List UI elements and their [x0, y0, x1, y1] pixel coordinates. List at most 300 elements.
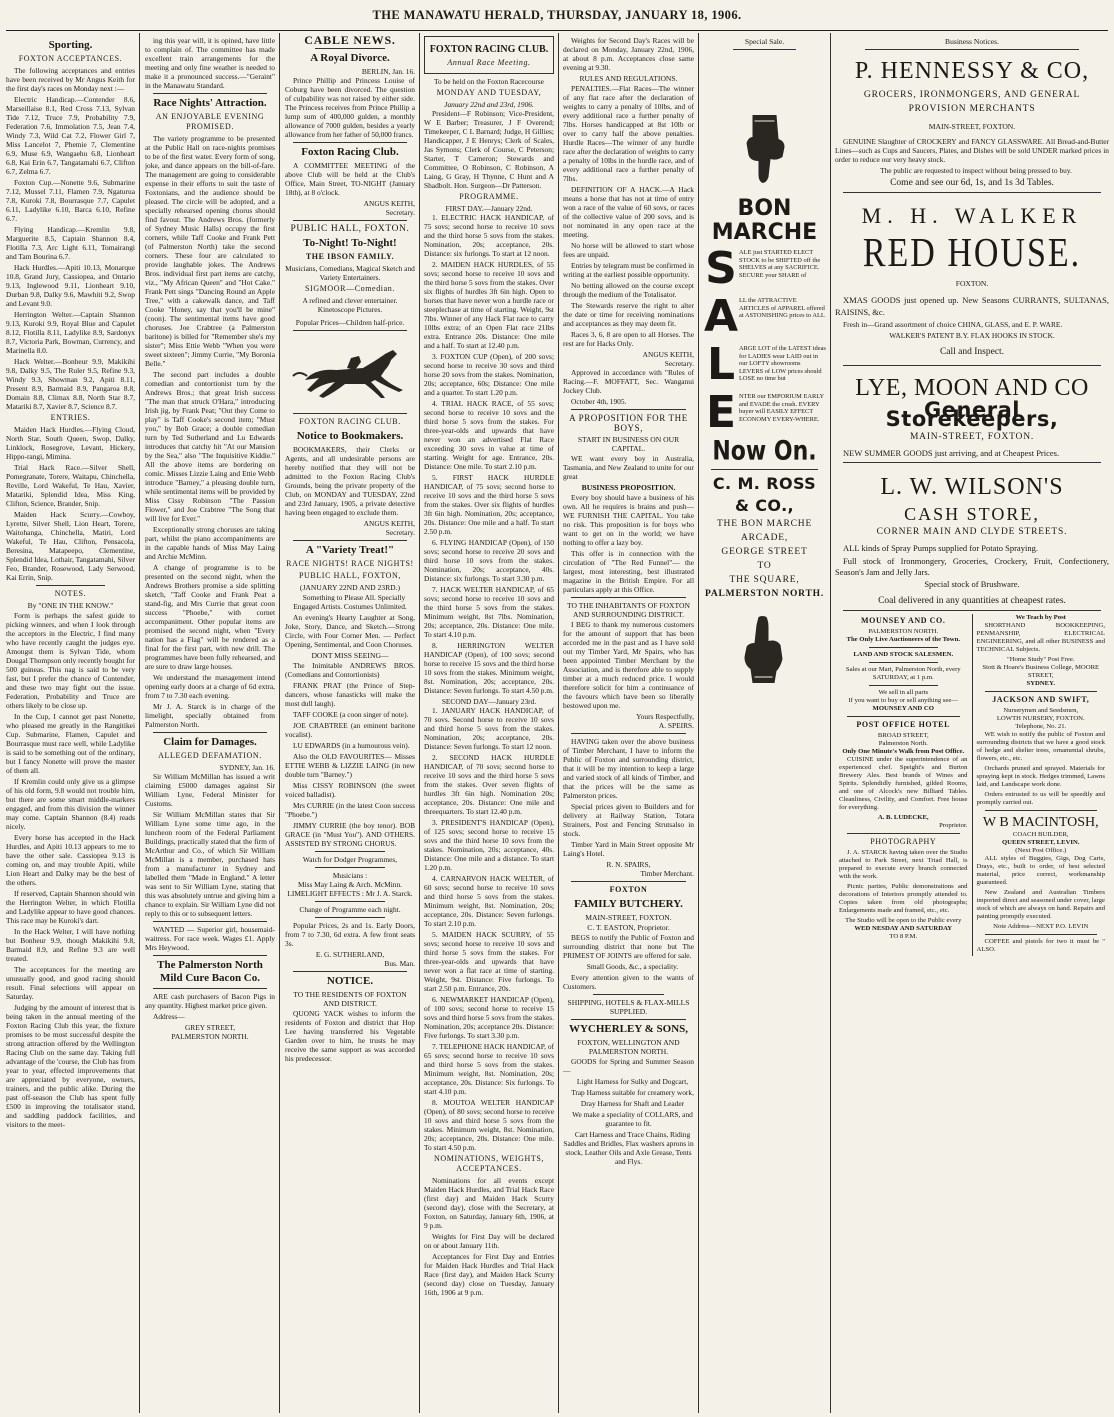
ad-title: MARCHE [711, 220, 818, 245]
column-race-programme [424, 36, 554, 1413]
paragraph: Sales at our Mart, Palmerston North, every [845, 666, 961, 673]
paragraph: An evening's Hearty Laughter at Song, Joke, Story, Dance, and Sketch.—Strong Circle, with Four Corner Men. — Perfect Opening, Sentimental, and Coon Choruses. [285, 613, 415, 649]
subheading: SIGMOOR—Comedian. [305, 284, 395, 293]
paragraph: LU EDWARDS (in a humourous vein). [293, 741, 410, 750]
column-special-sale [703, 36, 826, 1413]
race-item: 7. HACK WELTER HANDICAP, of 65 sovs; second horse to receive 10 sovs and the third horse 5 sovs from the stakes. Minimum weight, 8st 7lbs. Nomination, 20s; acceptance, 20s. Distance: One mile. To start 4.10 p.m. [424, 585, 554, 639]
subheading: ALLEGED DEFAMATION. [158, 751, 262, 760]
paragraph: To be held on the Foxton Racecourse [434, 77, 544, 86]
signature: E. G. SUTHERLAND, [315, 950, 385, 959]
divider [869, 662, 938, 663]
paragraph: TAFF COOKE (a coon singer of note). [293, 710, 409, 719]
subheading: FOXTON [609, 885, 648, 894]
subheading: MONDAY AND TUESDAY, [436, 88, 542, 97]
paragraph: A COMMITTEE MEETING of the above Club will be held at the Club's Office, Main Street, TO-NIGHT (January 18th), at 8 o'clock. [285, 161, 415, 197]
address-line: GEORGE STREET [721, 547, 808, 557]
divider [293, 220, 407, 221]
paragraph: SATURDAY, at 1 p.m. [872, 674, 934, 681]
paragraph: This offer is in connection with the circulation of "The Red Funnel"— the largest, most interesting, best illustrated magazine in the British Empire. For all particulars apply at this Office. [563, 549, 694, 594]
paragraph: Orders entrusted to us will be speedily and promptly carried out. [976, 791, 1105, 806]
paragraph: Hack Welter.—Bonheur 9.9, Makikihi 9.8, Dalky 9.5, The Ruler 9.5, Refine 9.3, Windy 9.3, Showman 9.2, Apiti 8.11, Present 8.9, Barmaid 8.9, Pangaroa 8.8, Domain 8.8, Climax 8.8, North Star 8.7, Matariki 8.7, Xavier 8.7, Science 8.7. [6, 357, 135, 411]
paragraph: Every horse has accepted in the Hack Hurdles, and Apiti 10.13 appears to me to have the other sale. Cassiopea 9.13 is coming on, and may trouble Apiti, while Lion Heart and Dalky may be the best of the others. [6, 833, 135, 887]
paragraph: A change of programme is to be presented on the second night, when the Andrews Brothers promise a side splitting sketch, "Taff Cooke and Frank Peat a stand-fig, and Mrs Currie that great coon success "Phoebe," with cornet accompaniment. Other popular items are promised the second night, when "Every nation has a Flag" will be rendered as a final for the first part, with new drill. The programmes have been fully rehearsed, and are sure to draw large houses. [145, 563, 275, 671]
paragraph: Popular Prices—Children half-price. [295, 318, 405, 327]
pointing-hand-up-icon [703, 615, 826, 685]
paragraph: Nominations for all events except Maiden Hack Hurdles, and Trial Hack Race (first day) and Maiden Hack Scurry (second day), close with the Secretary, at Foxton, on Saturday, January 6th, 1906, at 9 p.m. [424, 1176, 554, 1230]
paragraph: The acceptances for the meeting are unusually good, and good racing should result. Final selections will appear on Saturday. [6, 965, 135, 1001]
paragraph: TO 8 P.M. [889, 933, 918, 940]
column-race-nights [145, 36, 275, 1413]
paragraph: COACH BUILDER, [1012, 831, 1069, 838]
paragraph: HAVING taken over the above business of Timber Merchant, I have to inform the Public of Foxton and surrounding district, that it will be my intention to keep a large and varied stock of all kinds of Timber, and that the prices will be the same as Palmerston prices. [563, 737, 694, 800]
dates: (JANUARY 22ND AND 23RD.) [299, 583, 401, 592]
paragraph: Fresh in—Grand assortment of choice CHINA, GLASS, and E. P. WARE. [843, 320, 1063, 329]
column-rule [139, 33, 140, 1413]
paragraph: ALL kinds of Spray Pumps supplied for Potato Spraying. [843, 543, 1038, 553]
paragraph: WE want every boy in Australia, Tasmania, and New Zealand to unite for our great [563, 454, 694, 481]
divider [315, 851, 385, 852]
divider [733, 49, 796, 50]
sale-text: LL the ATTRACTIVE ARTICLES of APPAREL offered at ASTONISHING prices to ALL [739, 297, 825, 320]
race-item: 4. TRIAL HACK RACE, of 55 sovs; second horse to receive 10 sovs and the third horse 5 sovs from the stakes. For three-year-olds and upwards that have never won an advertised Flat Race exceeding 30 sovs in value at time of starting. Weight for age. Entrance, 20s. Distance: One mile. To start 2.10 p.m. [424, 399, 554, 471]
address-line: BROAD STREET, [877, 732, 929, 739]
paragraph: Miss May Laing & Arch. McMinn. LIMELIGHT EFFECTS : Mr J. A. Starck. [287, 880, 413, 898]
divider [153, 921, 267, 922]
paragraph: President—F Robinson; Vice-President, W E Barber; Treasurer, J F Overend; Timekeeper, C L Barnard; Judge, H Gillies; Handicapper, J E Henrys; Clerk of Scales, Jas Symons; Clerk of Course, C Peterson; Starter, T Cameron; Stewards and Committee, O Robinson, C Robinson, A Laing, G Gray, H Thynne, C Hunt and A Shadbolt. Hon. Surgeon—Dr Patterson. [424, 109, 554, 190]
paragraph: Special prices given to Builders and for delivery at Railway Station, Totara Strainers, Post and Fencing Strutsalso in stock. [563, 802, 694, 838]
subheading: FOXTON RACING CLUB. [299, 417, 401, 426]
signature-title: Secretary. [385, 208, 415, 217]
divider [847, 716, 960, 717]
paragraph: The Stewards reserve the right to alter the date or time for receiving nominations and acceptances as they may deem fit. [563, 301, 694, 328]
paragraph: MOUNSEY AND CO [872, 705, 934, 712]
paragraph: Herrington Welter.—Captain Shannon 9.13, Kuroki 9.9, Royal Blue and Capulet 8.12, Flotilla 8.11, Ladylike 8.9, Sardonyx 8.7, Victoria Park, Bowman, Currency, and Marinella 8.0. [6, 310, 135, 355]
paragraph: Prince Phillip and Princess Louise of Coburg have been divorced. The question of culpability was not raised by either side. The Princess receives from Prince Phillip a lump sum of 400,000 gulden, a monthly allowance of 7000 gulden, besides a yearly allowance from her father of 50,000 francs. [285, 76, 415, 139]
subheading: NOTES. [54, 589, 87, 598]
paragraph: New Zealand and Australian Timbers imported direct and seasoned under cover, large stock of which are always on hand. Repairs and painting promptly executed. [976, 889, 1105, 920]
section-heading: FOXTON RACING CLUB. [429, 44, 549, 55]
race-item: 5. MAIDEN HACK SCURRY, of 55 sovs; second horse to receive 10 sovs and third horse 5 sovs from the stakes. For three-year-olds and upwards that have never won a flat race at time of starting. Weight, 9st. Distance: Five furlongs. To start 2.50 p.m. Entrance, 20s. [424, 930, 554, 993]
paragraph: JIMMY CURRIE (the boy tenor). BOB GRACE (in "Must You"). AND OTHERS. ASSISTED BY STRONG CHORUS. [285, 821, 415, 848]
address-line: THE BON MARCHE ARCADE, [716, 519, 813, 543]
address-line: LOWTH NURSERY, FOXTON. [996, 715, 1085, 722]
paragraph: Maiden Hack Hurdles.—Flying Cloud, North Star, South Queen, Swop, Dalky, Linklock, Rosegrove, Levant, Hickery, Hippo-rangi, Mimina. [6, 425, 135, 461]
section-heading: Notice to Bookmakers. [296, 430, 404, 442]
byline: By "ONE IN THE KNOW." [27, 601, 114, 610]
paragraph: Musicians : [332, 871, 368, 880]
paragraph: Telephone, No. 21. [1015, 723, 1067, 730]
divider [571, 881, 686, 882]
signature: Yours Respectfully, [636, 712, 694, 721]
subheading: NOMINATIONS, WEIGHTS, ACCEPTANCES. [433, 1154, 544, 1173]
signature: ANGUS KEITH, [363, 519, 415, 528]
paragraph: Form is perhaps the safest guide to picking winners, and when I look through the acceptors in the Electric, I find many who have recently caught the judges eye. Amongst them is Sylvan Tide, whom Dougal Thompson only recently bought for 500 guineas. This nag is said to be very fast, but I prefer the chance of Contender, and these two may fight out the issue. Federation, Probability and Truce are others likely to be close up. [6, 611, 135, 710]
section-heading: NOTICE. [326, 975, 374, 987]
ad-subtitle: CASH STORE, [904, 504, 1040, 524]
ad-title: MOUNSEY AND CO. [861, 616, 946, 625]
paragraph: The Studio will be open to the Public every [845, 917, 962, 924]
race-programme-box [424, 36, 554, 74]
column-rule [698, 33, 699, 1413]
sale-letter: E [705, 387, 737, 438]
divider [153, 955, 267, 956]
column-cable-news [285, 36, 415, 1413]
paragraph: Electric Handicap.—Contender 8.6, Marseillaise 8.1, Red Cross 7.13, Sylvan Tide 7.12, Truce 7.9, Probability 7.9, Federation 7.6, Immolation 7.5, Jean 7.4, Windy 7.3, Wild Cat 7.2, Flower Girl 7, Miss Lancelot 7, Phemie 7, Clementine 6.9, Muse 6.9, Wangaehu 6.8, Lionheart 6.8, Kai Erin 6.7, Tangatamahi 6.7, Clifton 6.7, Zelma 6.7. [6, 95, 135, 176]
subheading: PUBLIC HALL, FOXTON. [290, 224, 410, 234]
section-heading: Claim for Damages. [163, 736, 257, 748]
section-heading: A PROPOSITION FOR THE BOYS, [569, 413, 688, 433]
race-item: 3. FOXTON CUP (Open), of 200 sovs; second horse to receive 30 sovs and third horse 20 sovs from the stakes. Nomination, 20s; acceptance, 60s; Distance: One mile and a quarter. To start 1.20 p.m. [424, 352, 554, 397]
signature-title: Timber Merchant. [640, 869, 694, 878]
paragraph: LAND AND STOCK SALESMEN. [853, 651, 954, 658]
bon-marche-ad [703, 197, 826, 601]
subheading: PUBLIC HALL, FOXTON, [298, 571, 402, 580]
paragraph: Change of Programme each night. [299, 905, 401, 914]
paragraph: JOE CRABTREE (an eminent baritone vocalist). [285, 721, 415, 739]
subheading: PROGRAMME. [459, 192, 519, 201]
bottom-ads [835, 614, 1109, 956]
bottom-ads-left [835, 614, 972, 956]
subheading: ENTRIES. [50, 413, 91, 422]
subheading: TO THE INHABITANTS OF FOXTON AND SURROUNDING DISTRICT. [566, 601, 690, 619]
column-business-notices [835, 36, 1109, 1413]
paragraph: Coal delivered in any quantities at cheapest rates. [878, 596, 1066, 606]
sale-letter-row [703, 389, 826, 437]
race-item: 8. MOUTOA WELTER HANDICAP (Open), of 80 sovs; second horse to receive 10 sovs and third horse 5 sovs from the stakes. Minimum weight, 8st. Nomination, 20s; acceptance, 20s. Distance: One mile. To start 4.50 p.m. [424, 1098, 554, 1152]
classified-ad: WANTED — Superior girl, housemaid-waitress. For race week. Wages £1. Apply Mrs Heywood. [145, 925, 275, 952]
subheading: SHIPPING, HOTELS & FLAX-MILLS SUPPLIED. [567, 998, 690, 1016]
column-rule [830, 33, 831, 1413]
divider [293, 971, 407, 972]
divider [153, 732, 267, 733]
paragraph: Something to Please All. Specially Engaged Artists. Costumes Unlimited. [293, 593, 407, 611]
ad-title: RED HOUSE. [862, 231, 1082, 276]
address-line: MAIN-STREET, FOXTON. [909, 432, 1035, 442]
signature: R. N. SPAIRS, [606, 860, 651, 869]
column-rule [419, 33, 420, 1413]
paragraph: If Kremlin could only give us a glimpse of his old form, 9.8 would not trouble him, but there are some smart middle-markers engaged, and from this division the winner may come. Captain Shannon (8.4) reads nicely. [6, 777, 135, 831]
paragraph: Trap Harness suitable for creamery work, [571, 1088, 694, 1097]
divider [293, 540, 407, 541]
signature: ANGUS KEITH, [642, 350, 694, 359]
paragraph: Mrs CURRIE (in the latest Coon success "Phoebe.") [285, 801, 415, 819]
paragraph: BEGS to notify the Public of Foxton and surrounding district that none but The PRIMEST OF JOINTS are offered for sale. [563, 933, 694, 960]
column-notices [563, 36, 694, 1413]
paragraph: October 4th, 1905. [571, 397, 627, 406]
ad-title: POST OFFICE HOTEL [856, 720, 951, 729]
divider [869, 647, 938, 648]
divider [36, 585, 105, 586]
subheading: BUSINESS PROPOSITION. [581, 483, 676, 492]
ad-title: BON [737, 196, 792, 221]
signature: A. SPEIRS. [658, 721, 694, 730]
paragraph: No betting allowed on the course except through the medium of the Totalisator. [563, 281, 694, 299]
address-line: MAIN-STREET, FOXTON. [928, 122, 1016, 131]
paragraph: WE wish to notify the public of Foxton and surrounding districts that we have a good stock of hedge and shelter trees, ornamental shrubs, flowers, etc., etc. [976, 731, 1105, 762]
address-line: FOXTON. [955, 279, 989, 288]
paragraph: Entries by telegram must be confirmed in writing at the earliest possible opportunity. [563, 261, 694, 279]
paragraph: ALL styles of Buggies, Gigs, Dog Carts, Drays, etc., built to order, of best selected material, price correct, workmanship guaranteed. [976, 855, 1105, 886]
address-line: THE SQUARE, [729, 575, 800, 585]
divider [293, 330, 407, 331]
paragraph: Every boy should have a business of his own. All he requires is brains and push—WE FURNISH THE CAPITAL. You take no risk. This proposition is for boys who want to get on in the world; we have nothing to offer a lazy boy. [563, 493, 694, 547]
masthead [0, 0, 1114, 34]
paragraph: Weights for Second Day's Races will be declared on Monday, January 22nd, 1906, at about 8 p.m. Acceptances close same evening at 9.30. [563, 36, 694, 72]
sale-text: ARGE LOT of the LATEST ideas for LADIES wear LAID out in our LOFTY showrooms LEVERS of LOW prices should LOSE no time but [739, 345, 826, 383]
race-item: 1. JANUARY HACK HANDICAP, of 70 sovs. Second horse to receive 10 sovs and third horse 5 sovs from the stakes. Nomination, 20s; acceptance, 20s. Distance: Seven furlongs. To start 12 noon. [424, 706, 554, 751]
paragraph: Stott & Hoare's Business College, MOORE STREET, [982, 664, 1100, 679]
sale-text: NTER our EMPORIUM EARLY and EVADE the crush. EVERY buyer will EASILY EFFECT ECONOMY EVERY-WHERE. [739, 393, 824, 423]
paragraph: The second part includes a double comedian and contortionist turn by the Andrews Bros.; that great Irish success "The man that struck O'Hara," introducing Irish jig, by Frank Peat; "Out they Come to play" is Taff Cooke's second item; "Must you," by Bob Grace; a double comedian turn by Ted Sutherland and Lu Edwards introduces that catchy hit "At our Mansion by the Sea," also "The Inquisitive Kiddie." All the above items are bordering on comic. Misses Lizzie Laing and Ettie Webb introduce "Barney," a pleasing double turn, while sentimental items will be provided by Miss Cissy Robinson "The Passion Flower," and Joe Crabtree "The Song that will live for Ever." [145, 370, 275, 523]
divider [153, 93, 267, 94]
address-line: PALMERSTON NORTH. [868, 628, 939, 635]
subheading: RULES AND REGULATIONS. [579, 74, 678, 83]
paragraph: Only One Minute's Walk from Post Office. [842, 748, 965, 755]
paragraph: Popular Prices, 2s and 1s. Early Doors, from 7 to 7.30, 6d extra. A few front seats 3s. [285, 921, 415, 948]
dateline: SYDNEY, Jan. 16. [219, 763, 275, 772]
subheading: Annual Race Meeting. [447, 58, 531, 67]
divider [293, 142, 407, 143]
column-rule [279, 33, 280, 1413]
divider [985, 934, 1098, 935]
section-heading: To-Night! To-Night! [303, 237, 397, 249]
divider [843, 462, 1101, 463]
divider [571, 1019, 686, 1020]
subheading: START IN BUSINESS ON OUR CAPITAL. [577, 435, 680, 453]
paragraph: Sir William McMillan states that Sir William Lyne some time ago, in the luncheon room of the Federal Parliament Buildings, practically stated that the firm of McArthur and Co., of which Sir William McMillan is a member, purchased hats from a manufacturer in Sydney and labelled them "Made in England." A letter was sent to Sir William Lyne, stating that this was absolutely untrue and giving him a chance to explain. Sir William Lyne did not reply to this or to subsequent letters. [145, 810, 275, 918]
day-heading: FIRST DAY.—January 22nd. [445, 204, 533, 213]
section-heading: FAMILY BUTCHERY. [574, 898, 683, 910]
paragraph: Mr J. A. Starck is in charge of the limelight, specially obtained from Palmerston North. [145, 702, 275, 729]
paragraph: Special stock of Brushware. [924, 579, 1020, 589]
section-heading: CABLE NEWS. [304, 36, 396, 47]
ad-title: M. H. WALKER [861, 203, 1083, 228]
subheading: THE IBSON FAMILY. [305, 252, 395, 261]
divider [847, 833, 960, 834]
paragraph: Cart Harness and Trace Chains, Riding Saddles and Bridles, Flax washers aprons in stock, Leather Oils and Axle Grease, Tents and Flys. [563, 1130, 694, 1166]
sale-letter-row [703, 293, 826, 341]
paragraph: COFFEE and pistols for two it must be " ALSO. [976, 938, 1105, 953]
paragraph: Come and see our 6d, 1s, and 1s 3d Tables. [890, 178, 1054, 188]
subheading: RACE NIGHTS! RACE NIGHTS! [286, 559, 414, 568]
paragraph: Picnic parties, Public demonstrations and decorations of Interiors promptly attended to. Copies taken from old photographs; Enlargements made and framed, etc., etc. [839, 883, 968, 914]
signature-title: Bus. Man. [384, 959, 415, 968]
masthead-title: THE MANAWATU HERALD, THURSDAY, JANUARY 18, 1906. [372, 8, 742, 22]
paragraph: In the Cup, I cannot get past Nonette, who pleased me greatly in the Rangitikei Cup. Submarine, Flamen, Capulet and Bourrasque must race well, while Ladylike is said to be something out of the ordinary, but I fancy Nonette will prove the master of them all. [6, 712, 135, 775]
paragraph: Note Address—NEXT P.O. LEVIN [993, 923, 1089, 930]
section-heading: Special Sale. [744, 37, 785, 46]
divider [865, 49, 1079, 50]
dateline: BERLIN, Jan. 16. [361, 67, 415, 76]
divider [571, 733, 686, 734]
paragraph: We make a speciality of COLLARS, and guarantee to fit. [572, 1110, 693, 1128]
proprietor: C. T. EASTON, Proprietor. [587, 923, 670, 932]
paragraph: The public are requested to inspect without being pressed to buy. [880, 166, 1072, 175]
paragraph: CUISINE under the superintendence of an experienced chef. Speight's and Burton Brewery Ales. Best brands of Wines and Spirits. Splendidly furnished, gilded Rooms, and one of Alcock's new Billiard Tables. Cleanliness, Civility, and Comfort. Free house for everything. [839, 756, 968, 811]
paragraph: WALKER'S PATENT B.Y. FLAX HOOKS IN STOCK. [889, 331, 1055, 340]
paragraph: GENUINE Slaughter of CROCKERY and FANCY GLASSWARE. All Bread-and-Butter Lines—such as Cups and Saucers, Plates, and Dishes will be sold UNDER marked prices in order to reduce our very heavy stock. [835, 137, 1109, 164]
paragraph: Judging by the amount of interest that is being taken in the annual meeting of the Foxton Racing Club this year, the fixture promises to be most successful despite the strong attraction offered by the Wellington Racing Club on the same day. Taking full advantage of the 'course, the Club has from year to year, effected improvements that are appreciated by everyone, owners, trainers, and the public alike. During the past off-season the Club has spent fully £500 in improving the totalisator stand, and saddling paddock facilities, and visitors to the meet- [6, 1003, 135, 1129]
paragraph: ARE cash purchasers of Bacon Pigs in any quantity. Highest market price given. [145, 992, 275, 1010]
paragraph: Acceptances for First Day and Entries for Maiden Hack Hurdles and Trial Hack Race (first day), and Maiden Hack Scurry (second day) close on Tuesday, January 16th, 1906 at 9 p.m. [424, 1252, 554, 1297]
signature: ANGUS KEITH, [363, 199, 415, 208]
address-line: MAIN-STREET, FOXTON. [585, 913, 672, 922]
paragraph: A refined and clever entertainer. Kinetoscope Pictures. [302, 296, 398, 314]
subheading: FOXTON, WELLINGTON AND PALMERSTON NORTH. [577, 1038, 680, 1056]
bottom-ads-right [972, 614, 1110, 956]
subheading: AN ENJOYABLE EVENING PROMISED. [155, 112, 265, 131]
paragraph: FRANK PRAT (the Prince of Step-dancers, whose fanasticks will make the most dull laugh). [285, 681, 415, 708]
race-item: 6. FLYING HANDICAP (Open), of 150 sovs; second horse to receive 20 sovs and third horse 10 sovs from the stakes. Nomination, 20s; acceptance, 40s. Distance: six furlongs. To start 3.30 p.m. [424, 538, 554, 583]
ad-subtitle: GROCERS, IRONMONGERS, AND GENERAL [863, 90, 1081, 100]
paragraph: I BEG to thank my numerous customers for the amount of support that has been accorded me in the past and as I have sold out my Timber Yard, Mr Spairs, who has been appointed Timber Merchant by the Association, and is therefore able to supply timber at a much reduced price. I would therefore solicit for him a continuance of the favours which have been so liberally bestowed upon me. [563, 620, 694, 710]
racehorse-illustration [285, 340, 415, 402]
signature-title: Secretary. [385, 528, 415, 537]
race-item: 7. TELEPHONE HACK HANDICAP, of 65 sovs; second horse to receive 10 sovs and third horse 5 sovs from the stakes. Minimum weight, 8st. Nomination, 20s; acceptance, 20s. Distance: Six furlongs. To start 4.10 p.m. [424, 1042, 554, 1096]
sale-letter: A [703, 291, 739, 342]
section-heading: Race Nights' Attraction. [153, 97, 267, 109]
paragraph: We sell in all parts [878, 689, 929, 696]
section-heading: Sporting. [48, 39, 93, 51]
paragraph: January 22nd and 23rd, 1906. [444, 100, 534, 109]
paragraph: Light Harness for Sulky and Dogcart, [576, 1077, 689, 1086]
column-rule [558, 33, 559, 1413]
paragraph: Sir William McMillan has issued a writ claiming £5000 damages against Sir William Lyne, Federal Minister for Customs. [145, 772, 275, 808]
divider [843, 365, 1101, 366]
paragraph: Full stock of Ironmongery, Groceries, Crockery, Fruit, Confectionery, Season's Jam and Jelly Jars. [835, 556, 1109, 577]
paragraph: GOODS for Spring and Summer Season— [563, 1057, 694, 1075]
paragraph: If you want to buy or sell anything see— [848, 697, 959, 704]
ad-title: We Teach by Post [1015, 614, 1066, 621]
proprietor-title: Proprietor. [939, 822, 968, 829]
divider [593, 994, 664, 995]
paragraph: If reserved, Captain Shannon should win the Herrington Welter, in which Flotilla and Ladylike appear to have good chances. This race may be Kuroki's dart. [6, 889, 135, 925]
divider [711, 469, 818, 470]
address-line: PALMERSTON NORTH. [171, 1032, 249, 1041]
address-line: QUEEN STREET, LEVIN. [1001, 839, 1080, 846]
paragraph: DEFINITION OF A HACK.—A Hack means a horse that has not at time of entry won a race of the value of 60 sovs, or races of the collective value of 200 sovs, and is not nominated in any open race at the meeting. [563, 185, 694, 239]
paragraph: Approved in accordance with "Rules of Racing.—F. MOFFATT, Sec. Wanganui Jockey Club. [563, 368, 694, 395]
paragraph: SYDNEY. [1026, 680, 1056, 687]
address-line: PALMERSTON NORTH. [704, 589, 824, 599]
pointing-hand-down-icon [703, 113, 826, 183]
sale-letter: L [706, 339, 736, 390]
section-heading: WYCHERLEY & SONS, [568, 1023, 689, 1035]
divider [985, 810, 1098, 811]
now-on-label: Now On. [712, 436, 817, 467]
sale-letter-row [703, 341, 826, 389]
paragraph: J. A. STARCK having taken over the Studio attached to Park Street, next Triad Hall, is prepared to execute every branch connected with the work. [839, 849, 968, 880]
divider [153, 988, 267, 989]
ad-title: W B MACINTOSH, [982, 815, 1099, 830]
subheading: DONT MISS SEEING— [311, 651, 389, 660]
divider [985, 691, 1098, 692]
address-line: GREY STREET, [184, 1023, 236, 1032]
divider [293, 413, 407, 414]
paragraph: In the Hack Welter, I will have nothing but Bonheur 9.9, though Makikihi 9.8, Barmaid 8.9, and Refine 9.3 are well treated. [6, 927, 135, 963]
paragraph: BOOKMAKERS, their Clerks or Agents, and all undesirable persons are hereby notified that they will not be admitted to the Foxton Racing Club's Grounds, being the private property of the Club, on MONDAY and TUESDAY, 22nd and 23rd January, 1905, a private detective having been engaged to exclude them. [285, 445, 415, 517]
paragraph: XMAS GOODS just opened up. New Seasons CURRANTS, SULTANAS, RAISINS, &c. [835, 295, 1109, 317]
address-line: TO [757, 561, 772, 571]
paragraph: Small Goods, &c., a speciality. [586, 962, 679, 971]
paragraph: Timber Yard in Main Street opposite Mr Laing's Hotel. [563, 840, 694, 858]
paragraph: Every attention given to the wants of Customers. [563, 973, 694, 991]
paragraph: QUONG YACK wishes to inform the residents of Foxton and district that Hop Lee having transferred his Vegetable Garden over to him, he trusts he may receive the same support as was accorded his predecessor. [285, 1009, 415, 1063]
ad-title: P. HENNESSY & CO, [854, 58, 1090, 84]
section-heading: A Royal Divorce. [310, 52, 390, 64]
divider [843, 192, 1101, 193]
paragraph: Weights for First Day will be declared on or about January 11th. [424, 1232, 554, 1250]
paragraph: Miss CISSY ROBINSON (the sweet voiced balladist). [285, 781, 415, 799]
sale-letter: S [705, 243, 737, 294]
divider [843, 610, 1101, 611]
ad-title: LYE, MOON AND CO [855, 375, 1089, 401]
ad-subtitle: PROVISION MERCHANTS [908, 104, 1036, 114]
paragraph: Address— [153, 1012, 185, 1021]
paragraph: (Next Post Office.) [1015, 847, 1067, 854]
paragraph: Orchards pruned and sprayed. Materials for spraying kept in stock. Hedges trimmed, Lawns laid, and Landscape work done. [976, 765, 1105, 788]
ad-advertiser: C. M. ROSS & CO., [712, 474, 817, 515]
address-line: Palmerston North. [878, 740, 928, 747]
divider [315, 867, 385, 868]
race-item: 2. MAIDEN HACK HURDLES, of 55 sovs; second horse to receive 10 sovs and the third horse 5 sovs from the stakes. Over six flights of hurdles 3ft 6in high. Open to horses that have never won a hurdle race or steeplechase at time of starting. Weight, 9st 7lbs. Winner of any Hack Flat race to carry 10lbs extra; of an Open Flat race 21lbs extra. Entrance 20s. Distance: One mile and a half. To start at 12.40 p.m. [424, 260, 554, 350]
paragraph: Exceptionally strong choruses are taking part, whilst the piano accompaniments are in the capable hands of Miss May Laing and Archie McMinn. [145, 525, 275, 561]
paragraph: The Only Live Auctioneers of the Town. [846, 636, 960, 643]
divider [869, 685, 938, 686]
ad-title: L. W. WILSON'S [880, 474, 1064, 500]
paragraph: Foxton Cup.—Nonette 9.6, Submarine 7.12, Mussel 7.11, Flamen 7.9, Ngaturua 7.8, Kuroki 7.8, Bourrasque 7.7, Capulet 6.11, Ladylike 6.10, Barca 6.10, Refine 6.7. [6, 178, 135, 223]
race-item: 6. NEWMARKET HANDICAP (Open), of 100 sovs; second horse to receive 15 sovs and third horse 5 sovs from the stakes. Nomination, 20s; acceptance 20s. Distance: Five furlongs. To start 3.30 p.m. [424, 995, 554, 1040]
paragraph: SHORTHAND BOOKKEEPING, PENMANSHIP, ELECTRICAL ENGINEERING, and all other BUSINESS and TECHNICAL Subjects. [976, 622, 1105, 653]
paragraph: The variety programme to be presented at the Public Hall on race-nights promises to be of the first water. Every form of song, joke, and dance appears on the bill-of-fare. The management are going to considerable expense in their efforts to suit the taste of Foxtonians, and the audience should be pleased. The circle will be adopted, and a specially rehearsed opening chorus should find favour. The Andrews Bros. (formerly of Sydney Music Halls) occupy the first corners, while Taff Cooke and Frank Pett (of Palmerston North) take the second corners. These four are calculated to provide laughable jokes. The Andrews Bros. individual first part items are catchy, viz., "My African Queen" and "Hot Cake." Frank Pett sings "Dancing Round an Apple Tree," with a cakewalk dance, and Taff Cooke "Honey, say that you'll be mine" (coon). The sentimental items have good choruses. Joe Crabtree (a Palmerston baritone) is billed for "Remember she's my sister"; Miss Ettie Webb "When you were sweet sixteen"; Jimmy Currie, "My Boronia Belle." [145, 134, 275, 368]
paragraph: Nurserymen and Seedsmen, [1003, 707, 1079, 714]
race-item: 2. SECOND HACK HURDLE HANDICAP, of 70 sovs; second horse to receive 10 sovs and the third horse 5 sovs from the stakes. Over seven flights of hurdles 3ft 6in high. Nomination 20s; acceptance, 20s. Distance: One mile and threequarters. To start 12.40 p.m. [424, 753, 554, 816]
signature-title: Secretary. [664, 359, 694, 368]
paragraph: Dray Harness for Shaft and Leader [580, 1099, 685, 1108]
divider [315, 917, 385, 918]
proprietor: A. B. LUDECKE, [877, 814, 929, 821]
paragraph: Watch for Dodger Programmes, [302, 855, 398, 864]
paragraph: We understand the management intend opening early doors at a charge of 6d extra, from 7 to 7.30 each evening. [145, 673, 275, 700]
section-heading: The Palmerston North Mild Cure Bacon Co. [157, 959, 263, 984]
race-item: 3. PRESIDENT'S HANDICAP (Open), of 125 sovs; second horse to receive 15 sovs and the third horse 10 sovs from the stakes. Nomination, 20s; acceptance, 40s. Distance: One mile and a distance. To start 1.20 p.m. [424, 818, 554, 872]
divider [315, 48, 385, 49]
paragraph: Hack Hurdles.—Apiti 10.13, Monarque 10.8, Grand Jury, Cassiopea, and Ontario 9.13, Inglewood 9.11, Lionheart 9.10, Durban 9.8, Dalky 9.6, Mawhiti 9.2, Swop and Levant 9.0. [6, 263, 135, 308]
paragraph: NEW SUMMER GOODS just arriving, and at Cheapest Prices. [843, 448, 1060, 458]
paragraph: Maiden Hack Scurry.—Cowboy, Lyrette, Silver Shell, Lion Heart, Torere, Waitohanga, Chinchella, Matiri, Lord Wakeful, Te Hau, Clifton, Pensacola, Beresina, Matapeepo, Clementine, Splendid Idea, Lothair, Tangatamahi, Silver Feo, Brander, Rosewood, Lady Serwood, Kai Errin, Snip. [6, 510, 135, 582]
sale-letter-row [703, 245, 826, 293]
paragraph: Trial Hack Race.—Silver Shell, Pomegranate, Torere, Waitapu, Chinchella, Reville, Lord Wakeful, Te Hau, Xavier, Matariki, Splendid Idea, Miss King, Clifton, Science, Brander, Snip. [6, 463, 135, 508]
paragraph: Flying Handicap.—Kremlin 9.8, Marguerite 8.5, Captain Shannon 8.4, Flotilla 7.3, Arc Light 6.11, Tomairangi and Tam Bourina 6.7. [6, 225, 135, 261]
divider [315, 901, 385, 902]
subheading: FOXTON ACCEPTANCES. [18, 54, 123, 63]
race-item: 8. HERRINGTON WELTER HANDICAP (Open), of 100 sovs; second horse to receive 15 sovs and the third horse 10 sovs from the stakes. Minimum weight, 8st. Nomination, 20s; acceptance, 20s. Distance: Seven furlongs. To start 4.50 p.m. [424, 641, 554, 695]
ad-title: JACKSON AND SWIFT, [992, 695, 1090, 704]
masthead-rule [6, 30, 1108, 31]
paragraph: ing this year will, it is opined, have little to complain of. The committee has made excellent train arrangements for the meeting and only fine weather is needed to make it a pronounced success.—"Geraint" in the Manawatu Standard. [145, 36, 275, 90]
ad-title: PHOTOGRAPHY [870, 837, 937, 846]
subheading: TO THE RESIDENTS OF FOXTON AND DISTRICT. [293, 990, 407, 1008]
paragraph: Musicians, Comedians, Magical Sketch and Variety Entertainers. [285, 264, 415, 282]
paragraph: "Home Study" Post Free. [1006, 656, 1075, 663]
paragraph: WED NESDAY AND SATURDAY [854, 925, 953, 932]
ad-subtitle: General Storekeepers, [885, 398, 1059, 431]
section-heading: Business Notices. [945, 37, 999, 46]
section-heading: A "Variety Treat!" [305, 544, 395, 556]
section-heading: Foxton Racing Club. [301, 146, 399, 158]
address-line: CORNER MAIN AND CLYDE STREETS. [876, 527, 1068, 537]
paragraph: No horse will be allowed to start whose fees are unpaid. [563, 241, 694, 259]
